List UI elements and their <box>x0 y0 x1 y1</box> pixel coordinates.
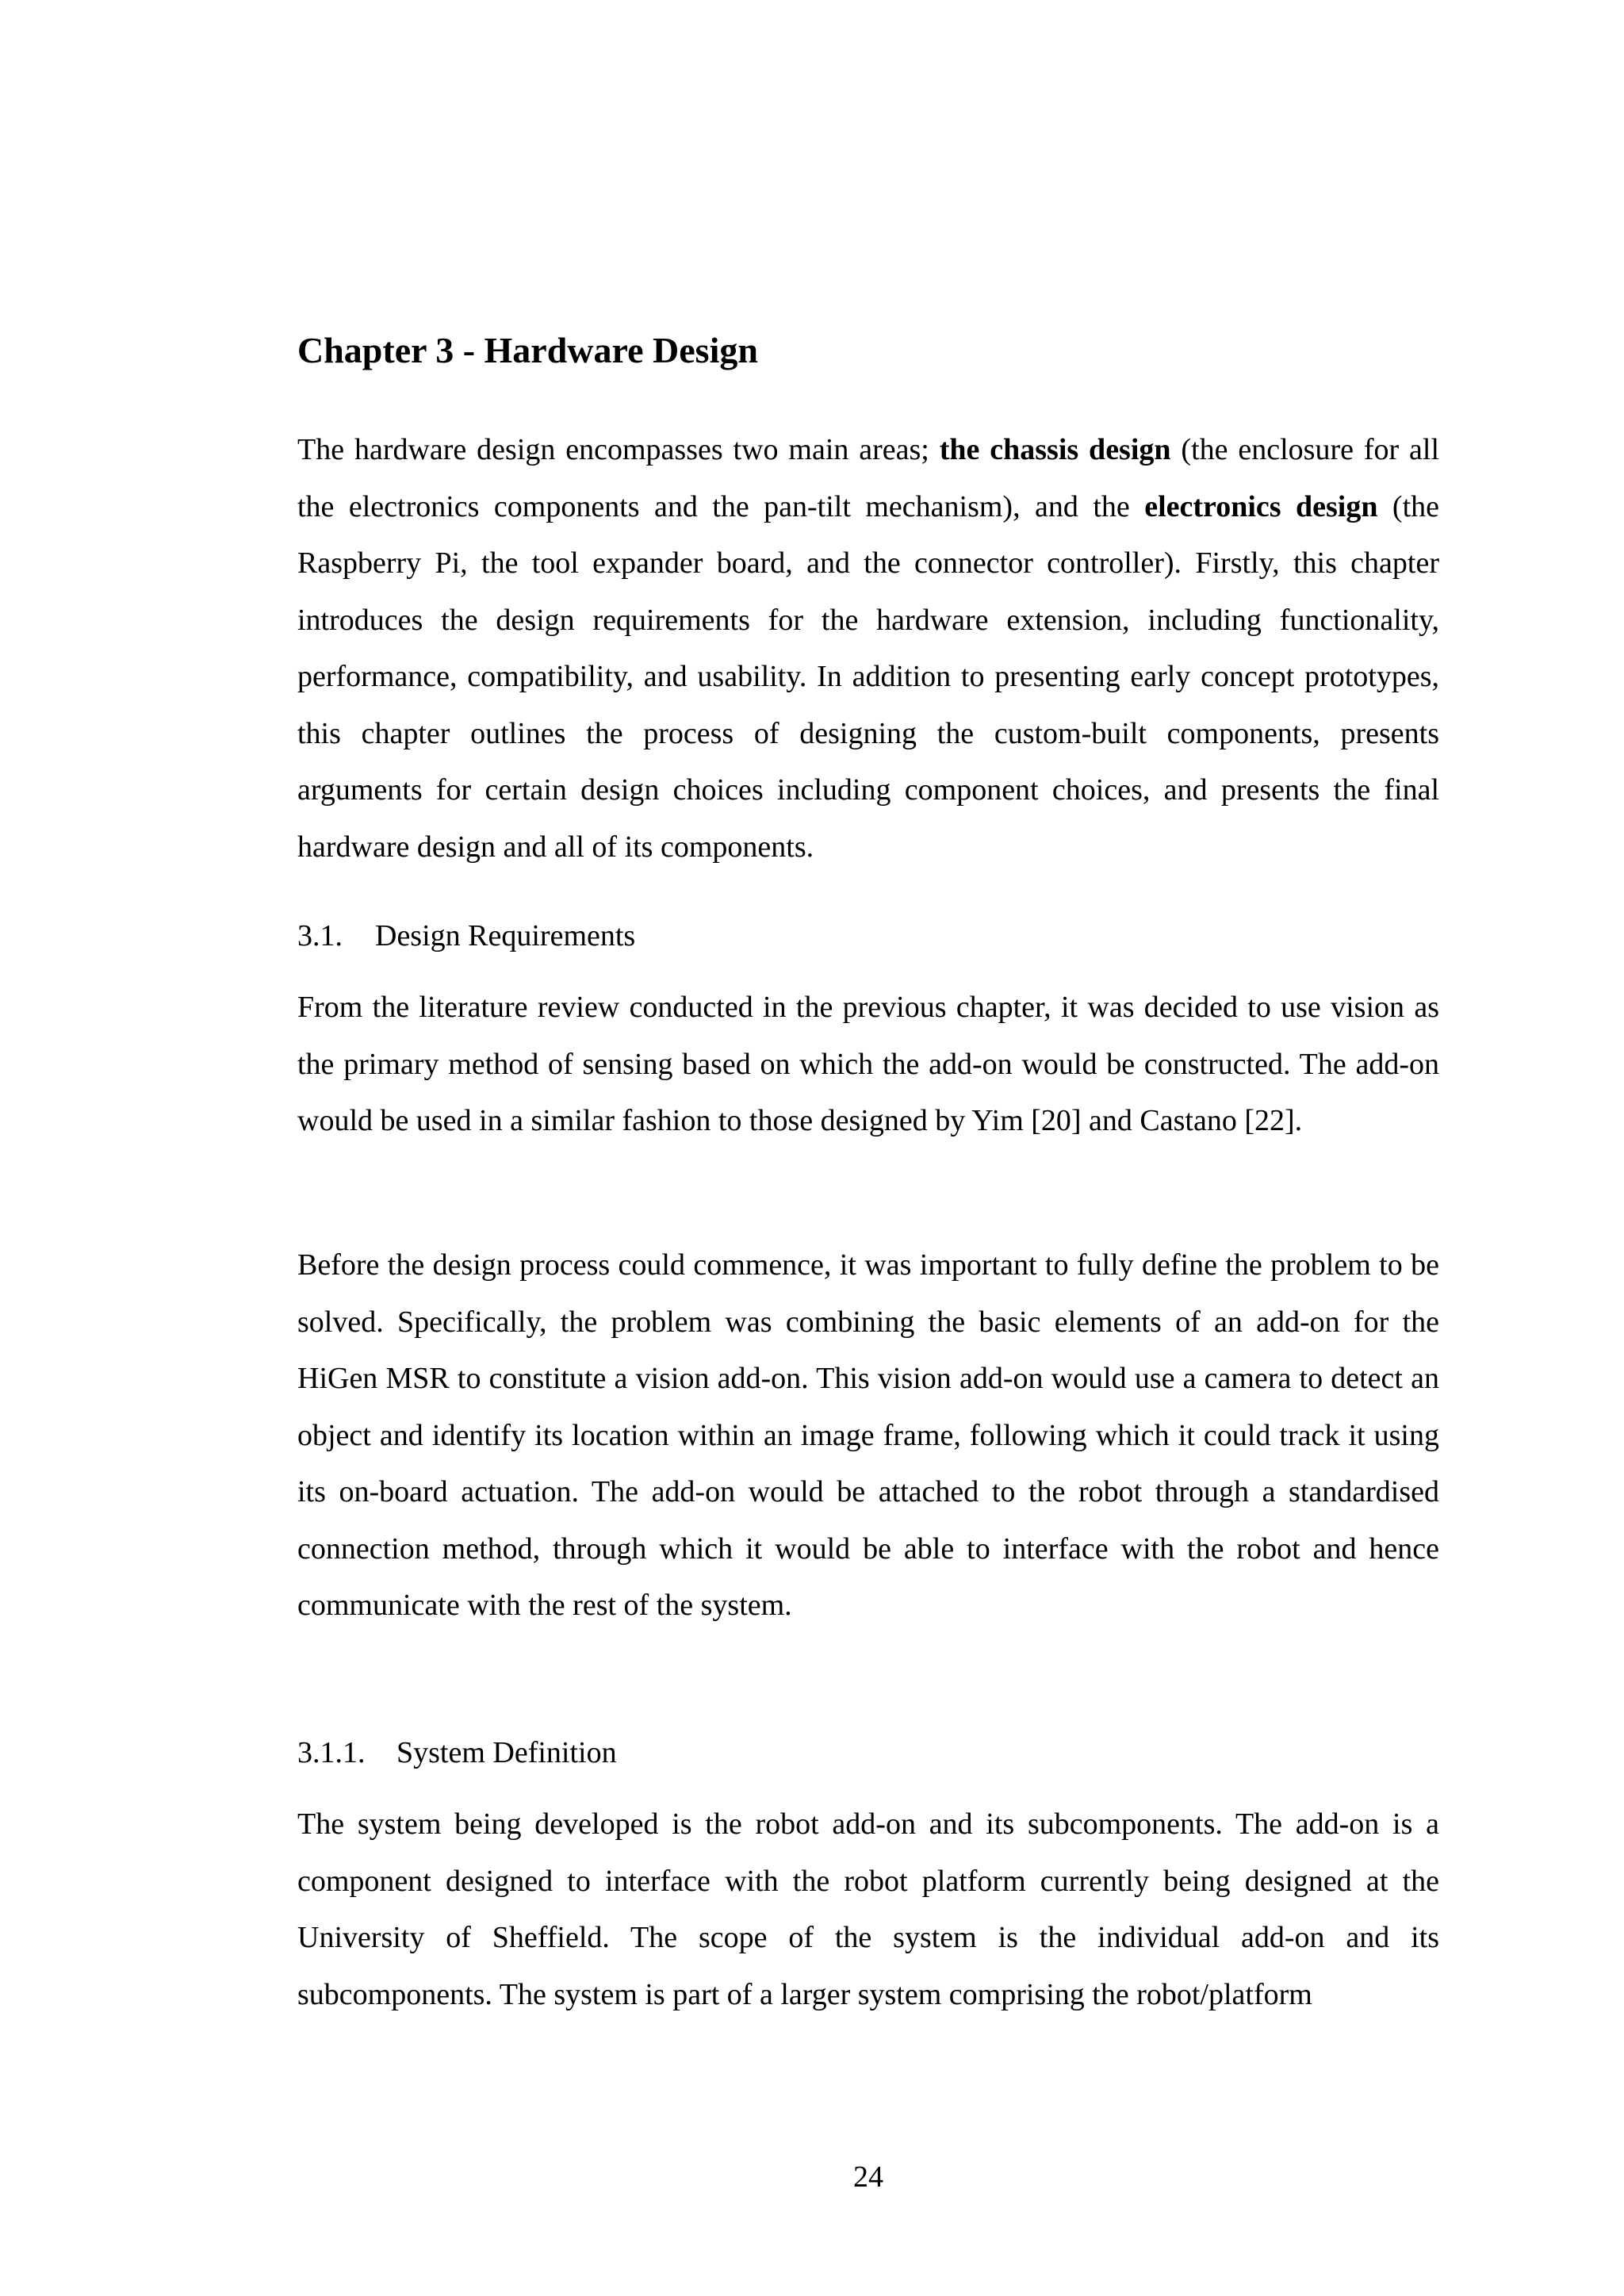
electronics-design-term: electronics design <box>1144 489 1378 523</box>
page-number: 24 <box>853 2160 883 2194</box>
chassis-design-term: the chassis design <box>939 433 1171 466</box>
section-number: 3.1. <box>297 919 343 953</box>
section-3-1-1-paragraph-1: The system being developed is the robot add-on and its subcomponents. The add-on is a component designed to interface with the robot platform currently being designed at the University of Sheffield. The scope of the system is the individual add-on and its subcomponents. The system is part of a larger system comprising the robot/platform <box>297 1807 1439 2011</box>
section-3-1-paragraph-1: From the literature review conducted in the previous chapter, it was decided to use vision as the primary method of sensing based on which the add-on would be constructed. The add-on would be used in a similar fashion to those designed by Yim [20] and Castano [22]. <box>297 991 1439 1137</box>
intro-text-1: The hardware design encompasses two main areas; <box>297 433 940 466</box>
section-number: 3.1.1. <box>297 1736 366 1769</box>
section-3-1-paragraph-2: Before the design process could commence, it was important to fully define the problem to be solved. Specifically, the problem was combining the basic elements of an add-on for the HiGen MSR to constitute a vision add-on. This vision add-on would use a camera to detect an object and identify its location within an image frame, following which it could track it using its on-board actuation. The add-on would be attached to the robot through a standardised connection method, through which it would be able to interface with the robot and hence communicate with the rest of the system. <box>297 1248 1439 1622</box>
section-title: Design Requirements <box>375 919 636 953</box>
chapter-title: Chapter 3 - Hardware Design <box>297 330 758 370</box>
intro-text-2: (the enclosure for all the electronics components and the pan-tilt mechanism), and the <box>297 433 1440 523</box>
section-title: System Definition <box>396 1736 617 1769</box>
section-heading-3-1-1 <box>297 1729 617 1777</box>
intro-text-3: (the Raspberry Pi, the tool expander board, and the connector controller). Firstly, this chapter introduces the design requirements for the hardware extension, including functionality, performance, compatibility, and usability. In addition to presenting early concept prototypes, this chapter outlines the process of designing the custom-built components, presents arguments for certain design choices including component choices, and presents the final hardware design and all of its components. <box>297 489 1439 864</box>
intro-paragraph <box>297 422 1439 876</box>
section-heading-3-1 <box>297 912 635 960</box>
document-page <box>297 0 1439 2296</box>
